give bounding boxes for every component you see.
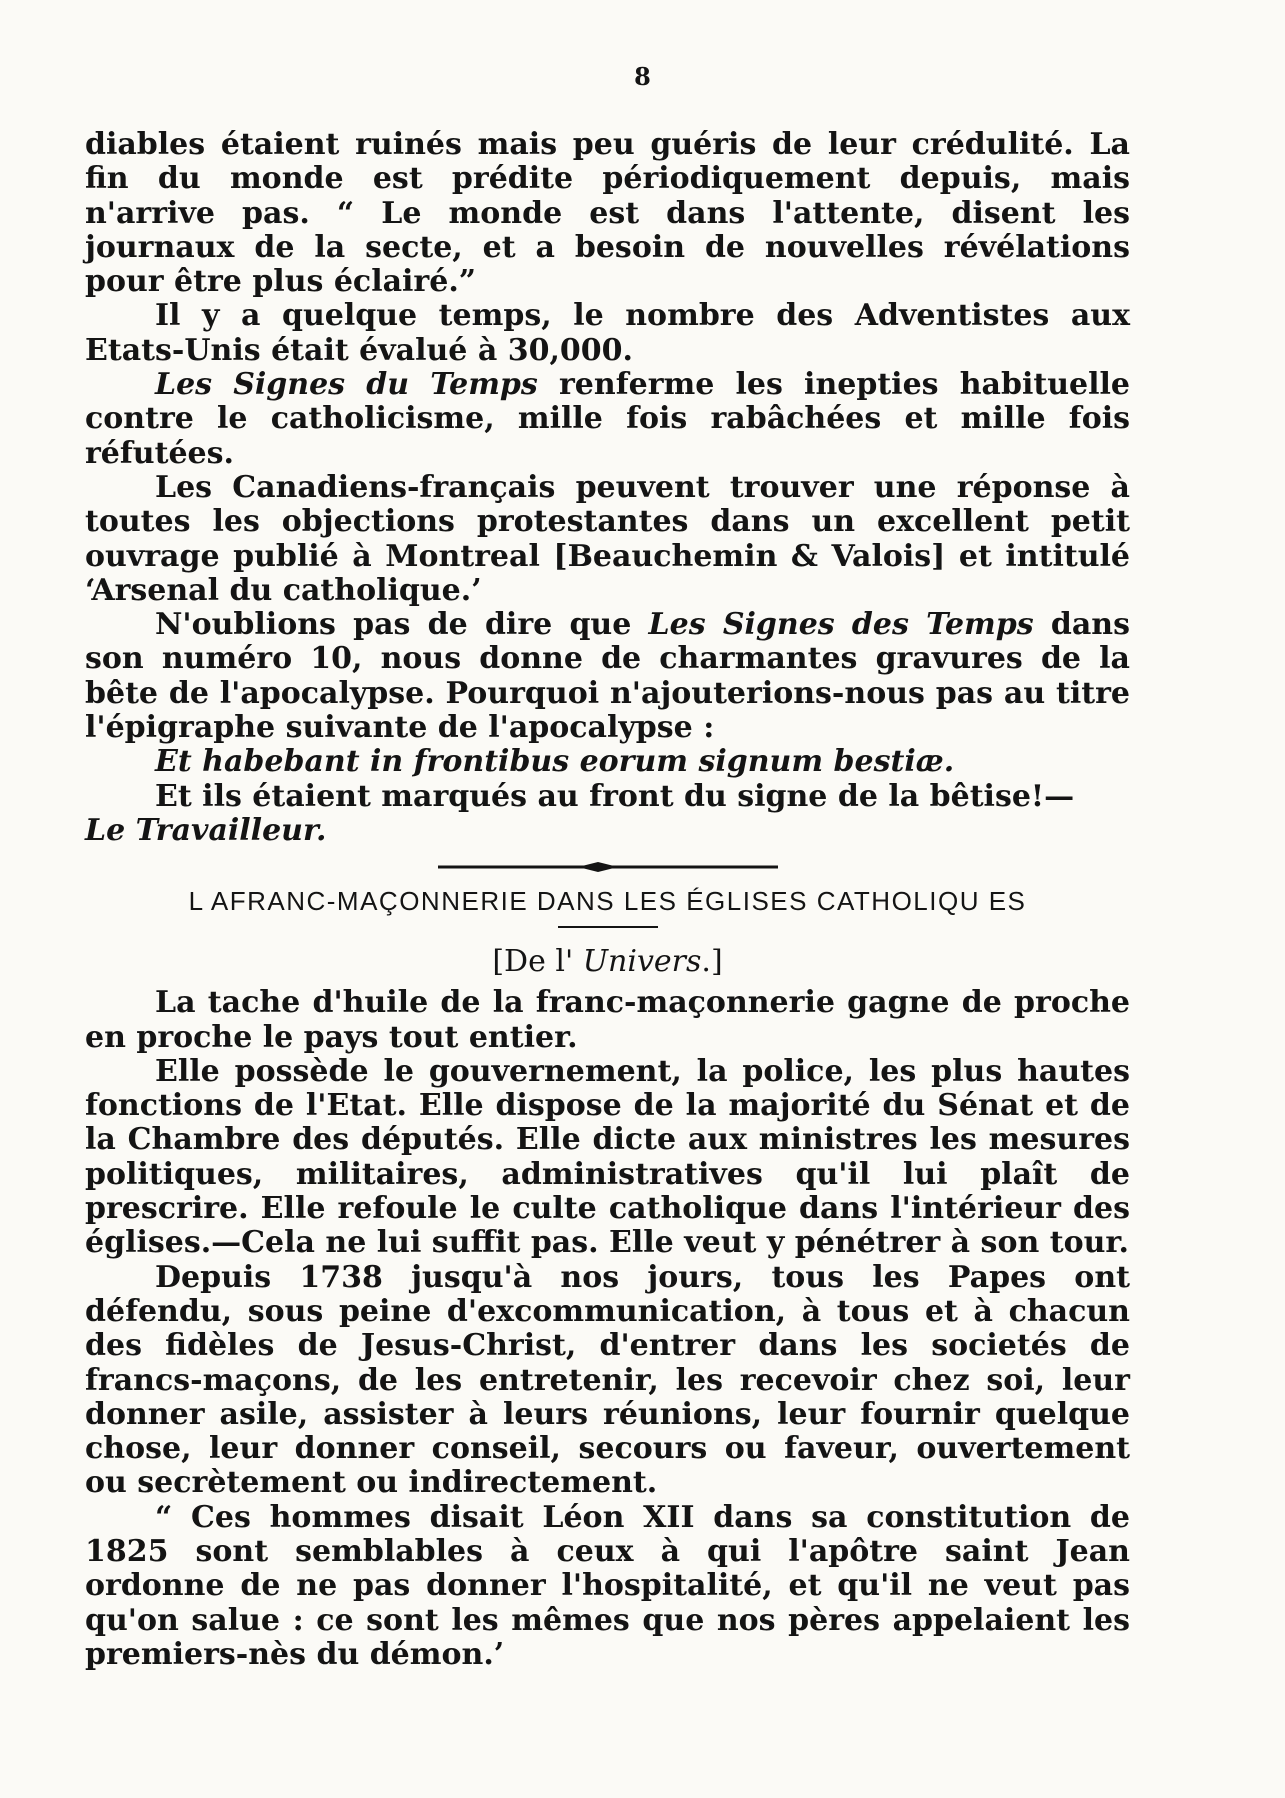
paragraph-gouvernement: Elle possède le gouvernement, la police, les plus hautes fonctions de l'Etat. Elle dispose de la majorité du Sénat et de la Chambre des députés. Elle dicte aux ministres les mesures politiques, militaires, administratives qu'il lui plaît de prescrire. Elle refoule le culte catholique dans l'intérieur des églises.—Cela ne lui suffit pas. Elle veut y pénétrer à son tour. — [85, 1053, 1130, 1261]
heading-underline — [558, 926, 658, 928]
paragraph-tache-huile: La tache d'huile de la franc-maçonnerie gagne de proche en proche le pays tout entier. — [85, 985, 1130, 1055]
ornamental-rule — [438, 860, 778, 874]
latin-quote-text: Et habebant in frontibus eorum signum bestiæ. — [155, 744, 955, 780]
source-italic: Univers — [582, 944, 702, 980]
paragraph-depuis-1738: Depuis 1738 jusqu'à nos jours, tous les Papes ont défendu, sous peine d'excommunication, à tous et à chacun des fidèles de Jesus-Christ, d'entrer dans les societés de francs-maçons, de les entretenir, les recevoir chez soi, leur donner asile, assister à leurs réunions, leur fournir quelque chose, leur donner conseil, secours ou faveur, ouvertement ou secrètement ou indirectement. — [85, 1259, 1130, 1501]
paragraph-leon-xii: “ Ces hommes disait Léon XII dans sa constitution de 1825 sont semblables à ceux à qui l'apôtre saint Jean ordonne de ne pas donner l'hospitalité, et qu'il ne veut pas qu'on salue : ce sont les mêmes que nos pères appelaient les premiers-nès du démon.’ — [85, 1499, 1130, 1672]
paragraph-crédulité: diables étaient ruinés mais peu guéris de leur crédulité. La fin du monde est prédite périodiquement depuis, mais n'arrive pas. “ Le monde est dans l'attente, disent les journaux de la secte, et a besoin de nouvelles révélations pour être plus éclairé.” — [85, 127, 1130, 300]
italic-publication-title: Les Signes du Temps — [155, 367, 538, 403]
section-heading: L AFRANC-MAÇONNERIE DANS LES ÉGLISES CATHOLIQU ES — [188, 886, 1027, 917]
paragraph-text: dans son numéro 10, nous donne de charmantes gravures de la bête de l'apocalypse. Pourquoi n'ajouterions-nous pas au titre l'épigraphe suivante de l'apocalypse : — [85, 607, 1130, 746]
source-line: [De l' Univers.] — [492, 944, 723, 980]
page-number: 8 — [634, 62, 651, 91]
signature: Le Travailleur. — [85, 812, 327, 848]
paragraph-text: renferme les inepties habituelle contre le catholicisme, mille fois rabâchées et mille fois réfutées. — [85, 367, 1130, 471]
paragraph-numero-10 — [85, 608, 1130, 745]
paragraph-lead: N'oublions pas de dire que — [155, 607, 649, 643]
paragraph-betise: Et ils étaient marqués au front du signe de la bêtise!— — [155, 778, 1075, 814]
latin-quote — [85, 745, 1130, 779]
body-text — [85, 128, 1130, 1672]
paragraph-adventistes: Il y a quelque temps, le nombre des Adventistes aux Etats-Unis était évalué à 30,000. — [85, 298, 1130, 368]
paragraph-signes-du-temps — [85, 368, 1130, 471]
paragraph-canadiens: Les Canadiens-français peuvent trouver une réponse à toutes les objections protestantes dans un excellent petit ouvrage publié à Montreal [Beauchemin & Valois] et intitulé ‘Arsenal du catholique.’ — [85, 469, 1130, 608]
italic-publication-title: Les Signes des Temps — [648, 607, 1034, 643]
